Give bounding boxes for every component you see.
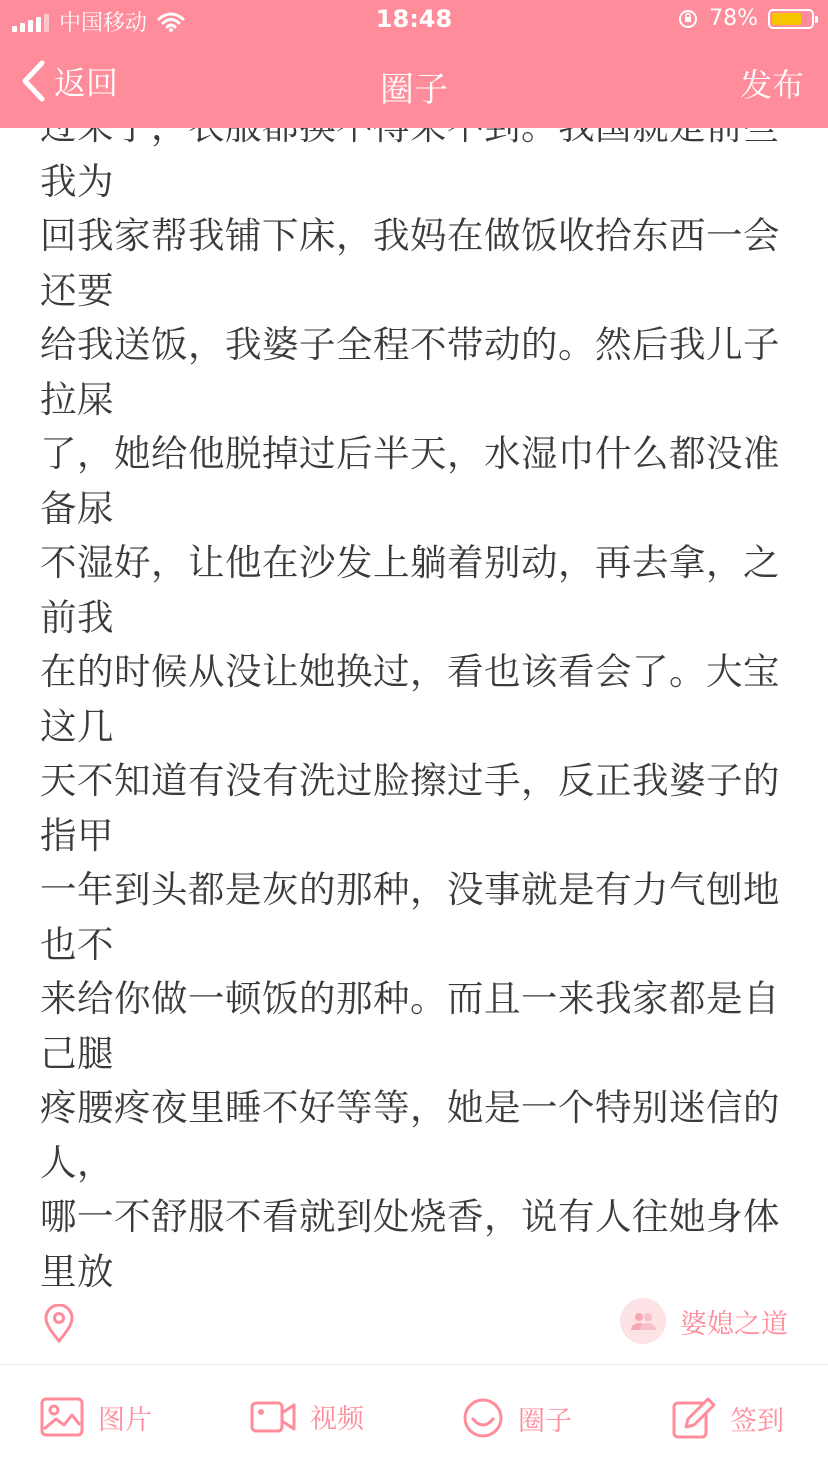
post-text-line: 我为	[40, 159, 114, 203]
toolbar-video-button[interactable]	[250, 1397, 364, 1436]
image-icon	[40, 1397, 84, 1437]
post-text-line: 天不知道有没有洗过脸擦过手，反正我婆子的指甲	[40, 759, 780, 857]
post-text-line: 不湿好，让他在沙发上躺着别动，再去拿，之前我	[40, 541, 780, 639]
post-text-line: 来给你做一顿饭的那种。而且一来我家都是自己腿	[40, 977, 780, 1075]
carrier-label: 中国移动	[59, 11, 148, 36]
battery-icon	[768, 9, 814, 29]
battery-percent: 78%	[709, 6, 758, 31]
post-body	[40, 100, 800, 1298]
post-text-line: 疼腰疼夜里睡不好等等，她是一个特别迷信的人，	[40, 1086, 780, 1184]
circle-icon	[462, 1397, 504, 1439]
post-text-line: 哪一不舒服不看就到处烧香，说有人往她身体里放	[40, 1195, 780, 1293]
toolbar-checkin-button[interactable]	[672, 1397, 784, 1439]
post-text-line: 给我送饭，我婆子全程不带动的。然后我儿子拉屎	[40, 323, 780, 421]
nav-bar	[0, 40, 828, 128]
bottom-toolbar	[0, 1365, 828, 1472]
toolbar-circle-button[interactable]	[462, 1397, 572, 1439]
back-label: 返回	[54, 64, 119, 102]
toolbar-label: 图片	[98, 1404, 152, 1436]
top-bar	[0, 0, 828, 128]
toolbar-label: 签到	[730, 1405, 784, 1437]
location-pin-icon[interactable]	[42, 1304, 76, 1344]
toolbar-label: 视频	[310, 1404, 364, 1435]
post-text-line: 了，她给他脱掉过后半天，水湿巾什么都没准备尿	[40, 432, 780, 530]
toolbar-label: 圈子	[518, 1405, 572, 1437]
clock: 18:48	[375, 5, 453, 33]
circle-tag[interactable]	[620, 1298, 788, 1344]
rotation-lock-icon	[677, 8, 699, 30]
post-text-line: 一年到头都是灰的那种，没事就是有力气刨地也不	[40, 868, 780, 966]
post-text-line: 在的时候从没让她换过，看也该看会了。大宝这几	[40, 650, 780, 748]
video-icon	[250, 1399, 296, 1435]
toolbar-image-button[interactable]	[40, 1397, 152, 1437]
page-title: 圈子	[380, 70, 448, 110]
circle-tag-label: 婆媳之道	[680, 1308, 788, 1340]
publish-button[interactable]: 发布	[739, 66, 804, 104]
checkin-icon	[672, 1397, 716, 1439]
circle-tag-avatar-icon	[620, 1298, 666, 1344]
post-meta-row	[0, 1298, 828, 1365]
post-text-line: 回我家帮我铺下床，我妈在做饭收拾东西一会还要	[40, 214, 780, 312]
status-bar	[0, 0, 828, 40]
